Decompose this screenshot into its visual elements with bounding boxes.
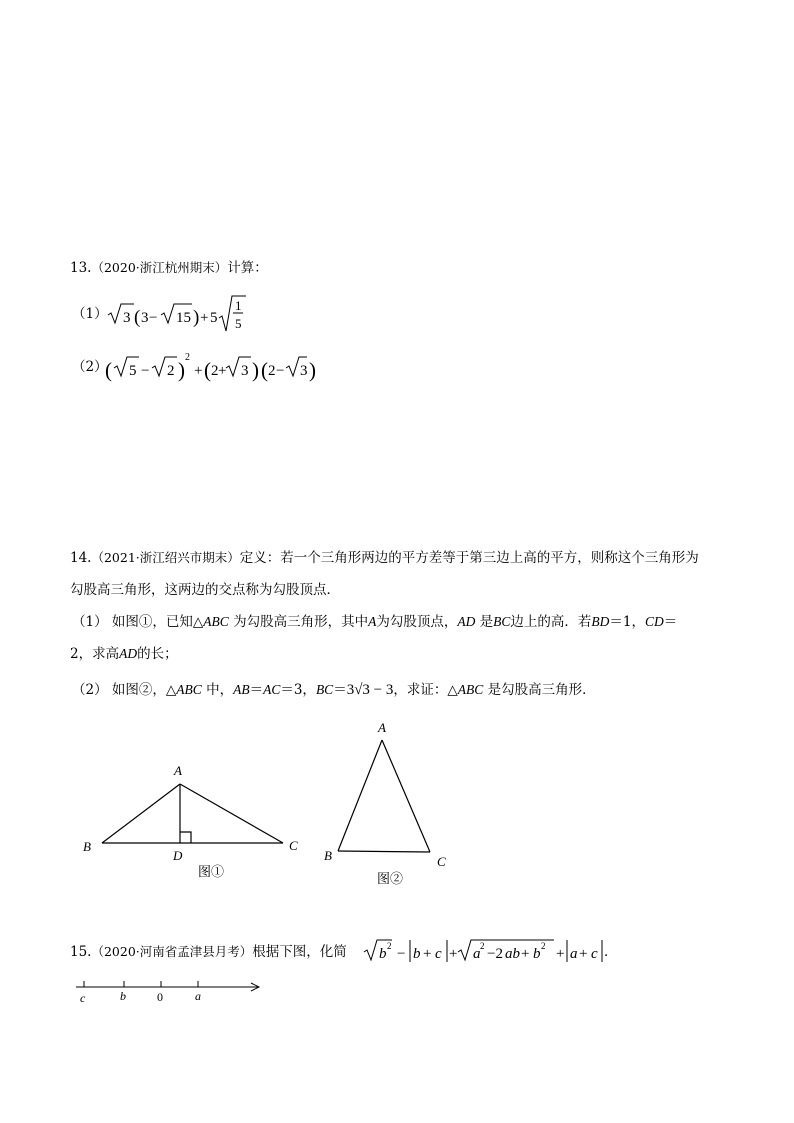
svg-text:3: 3	[241, 363, 249, 379]
q14-var: ABC	[457, 682, 484, 697]
q14-figure-1	[78, 755, 308, 885]
fig2-side-bc	[338, 851, 430, 852]
q14-text: ＝3，	[280, 682, 316, 698]
q14-var: ABC	[176, 682, 202, 697]
fig2-label-a: A	[378, 720, 386, 735]
svg-text:): )	[178, 358, 185, 382]
svg-text:5: 5	[210, 310, 218, 326]
svg-text:a: a	[473, 946, 481, 962]
q14-text: ＝1，	[609, 614, 645, 630]
q13-part1-expression	[106, 292, 246, 336]
q15-source: （2020·河南省孟津县月考）	[91, 944, 253, 959]
q13-number: 13.	[70, 260, 92, 276]
q14-var: AD	[119, 646, 138, 661]
svg-text:2: 2	[541, 941, 546, 951]
q14-var: BD	[591, 614, 610, 629]
svg-text:3: 3	[300, 363, 308, 379]
svg-text:ab: ab	[505, 946, 520, 962]
svg-text:2: 2	[268, 363, 276, 379]
svg-text:−: −	[141, 363, 150, 379]
svg-text:−: −	[276, 363, 285, 379]
svg-text:): )	[252, 358, 259, 382]
svg-text:+: +	[579, 946, 588, 962]
q14-part1-label: （1）	[72, 614, 108, 630]
q14-var: CD	[644, 614, 664, 629]
svg-text:): )	[193, 307, 200, 328]
q14-var: AC	[263, 682, 281, 697]
q14-var: A	[368, 614, 377, 629]
q14-stem-line2: 勾股高三角形，这两边的交点称为勾股顶点．	[70, 582, 340, 598]
svg-text:2: 2	[167, 363, 175, 379]
svg-text:b: b	[379, 946, 387, 962]
q14-figure-2	[318, 715, 458, 890]
svg-text:5: 5	[129, 363, 137, 379]
q14-var: BC	[493, 614, 511, 629]
fig2-caption: 图②	[377, 871, 404, 886]
q14-source: （2021·浙江绍兴市期末）	[91, 550, 240, 565]
fig1-label-b: B	[83, 839, 91, 854]
svg-text:2: 2	[480, 941, 485, 951]
fig1-side-ab	[102, 784, 180, 843]
svg-text:3: 3	[123, 310, 131, 326]
q15-number-line	[68, 976, 268, 1006]
q14-text: 如图①，已知△	[111, 614, 204, 630]
svg-text:2: 2	[185, 352, 190, 363]
svg-text:+: +	[194, 363, 203, 379]
q14-text: 中，	[206, 682, 234, 698]
q14-stem-line1	[70, 548, 699, 568]
fig1-label-d: D	[173, 848, 183, 863]
fig1-label-a: A	[174, 763, 182, 778]
q14-part2-label: （2）	[72, 682, 108, 698]
q13-header	[70, 258, 268, 278]
q15-end: ．	[604, 944, 618, 960]
fig1-right-angle-mark	[180, 832, 191, 843]
label-b: b	[120, 989, 126, 1003]
svg-text:+: +	[449, 946, 458, 962]
fig2-label-b: B	[324, 848, 332, 863]
svg-text:+: +	[218, 363, 227, 379]
svg-text:+: +	[556, 946, 565, 962]
label-c: c	[80, 991, 86, 1005]
q14-text: ＝	[249, 682, 264, 698]
q14-part2-line	[72, 680, 596, 700]
svg-text:15: 15	[176, 310, 191, 326]
q14-var: AB	[233, 682, 250, 697]
q14-bc-value: 3√3 − 3	[346, 682, 394, 698]
svg-text:(: (	[204, 358, 211, 382]
svg-text:c: c	[591, 946, 598, 962]
q13-part2-label: （2）	[72, 359, 108, 375]
svg-text:b: b	[413, 946, 421, 962]
fig1-caption: 图①	[198, 864, 225, 879]
q14-var: AD	[457, 614, 476, 629]
label-zero: 0	[157, 990, 163, 1004]
q14-text: 如图②，△	[111, 682, 177, 698]
svg-text:1: 1	[235, 298, 242, 313]
fig1-label-c: C	[289, 838, 298, 853]
q14-stem-text1: 定义：若一个三角形两边的平方差等于第三边上高的平方，则称这个三角形为	[239, 550, 699, 566]
q14-var: ABC	[203, 614, 229, 629]
q13-stem: 计算：	[227, 260, 268, 276]
q13-part1-label: （1）	[72, 306, 108, 322]
q14-text: ＝	[333, 682, 347, 698]
svg-text:5: 5	[235, 316, 242, 331]
svg-text:+: +	[200, 310, 209, 326]
q14-text: 是	[479, 614, 494, 630]
svg-text:+: +	[423, 946, 432, 962]
q14-text: 边上的高．若	[510, 614, 592, 630]
svg-text:−: −	[149, 310, 158, 326]
q14-part1-line2	[70, 644, 178, 664]
q13-source: （2020·浙江杭州期末）	[91, 260, 228, 275]
q15-expression	[362, 934, 612, 968]
q14-part1-line1	[72, 612, 677, 632]
svg-text:−2: −2	[487, 946, 503, 962]
svg-text:c: c	[435, 946, 442, 962]
q14-text: 为勾股高三角形，其中	[233, 614, 369, 630]
svg-text:): )	[309, 358, 316, 382]
fig2-side-ab	[338, 740, 382, 851]
q14-var: BC	[315, 682, 334, 697]
q13-part2-expression	[104, 348, 316, 386]
q15-number: 15.	[70, 944, 92, 960]
q14-text: ＝	[663, 614, 678, 630]
svg-text:2: 2	[211, 363, 219, 379]
svg-text:a: a	[570, 946, 578, 962]
q15-header	[70, 942, 347, 962]
svg-text:(: (	[134, 307, 141, 328]
svg-text:+: +	[521, 946, 530, 962]
q15-stem: 根据下图，化简	[252, 944, 347, 960]
svg-text:b: b	[533, 946, 541, 962]
q14-text: ，求证：△	[393, 682, 458, 698]
svg-text:(: (	[105, 358, 112, 382]
svg-text:−: −	[397, 946, 406, 962]
q14-text: 2，求高	[70, 646, 120, 662]
label-a: a	[195, 989, 201, 1003]
fig2-label-c: C	[437, 854, 446, 869]
q14-text: 是勾股高三角形．	[487, 682, 596, 698]
svg-text:(: (	[261, 358, 268, 382]
fig2-side-ac	[382, 740, 430, 852]
fig1-side-ac	[180, 784, 283, 843]
svg-text:2: 2	[387, 941, 392, 951]
svg-text:3: 3	[141, 310, 149, 326]
q14-text: 的长；	[137, 646, 178, 662]
q14-number: 14.	[70, 550, 92, 566]
q14-text: 为勾股顶点，	[376, 614, 458, 630]
